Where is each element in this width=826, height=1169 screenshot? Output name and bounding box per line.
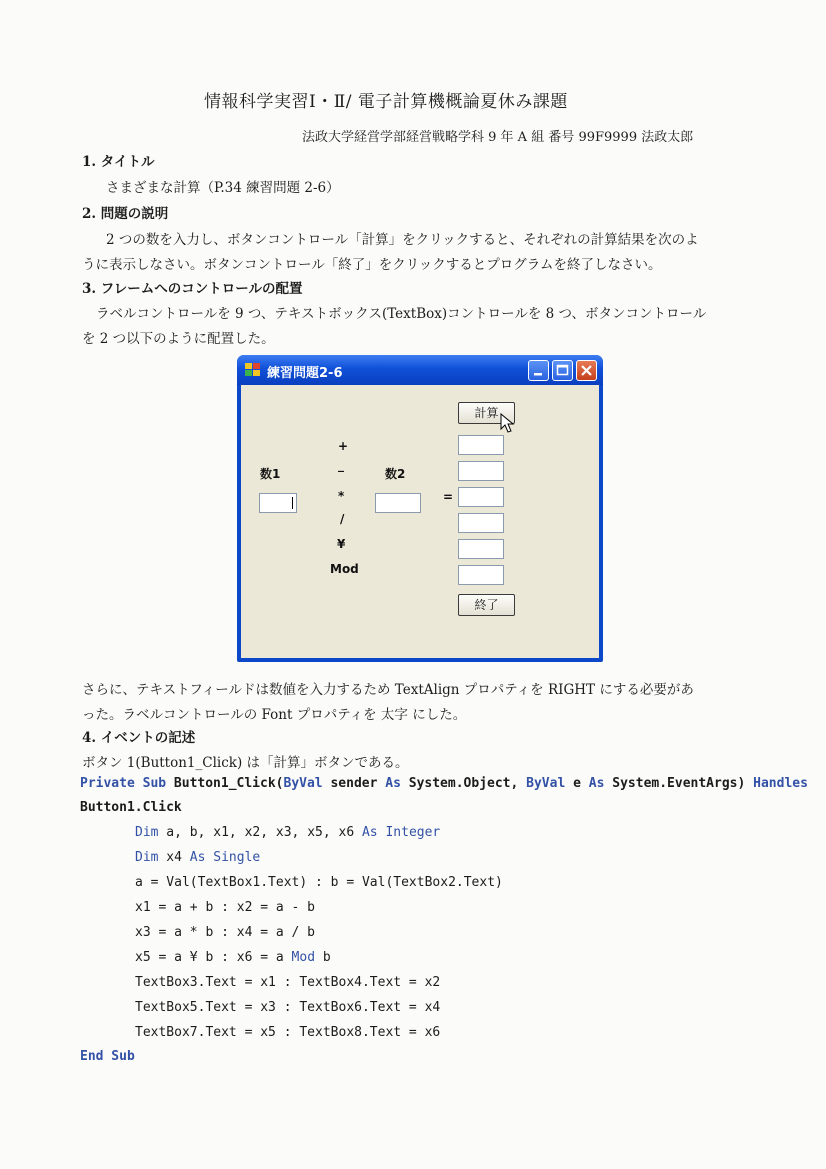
- code-keyword: Dim: [135, 850, 159, 865]
- section-1-heading: 1. タイトル: [82, 154, 155, 170]
- close-button[interactable]: [576, 360, 597, 381]
- close-icon: [577, 361, 596, 380]
- code-keyword: ByVal: [283, 776, 323, 791]
- section-2-line-2: うに表示しなさい。ボタンコントロール「終了」をクリックするとプログラムを終了しなさい。: [82, 257, 662, 273]
- code-line-5: a = Val(TextBox1.Text) : b = Val(TextBox2.Text): [135, 875, 503, 890]
- window-client-area: [241, 385, 599, 658]
- code-line-8: [135, 950, 331, 965]
- equals-label: =: [443, 490, 454, 504]
- code-keyword: Private Sub: [80, 776, 167, 791]
- code-keyword: Dim: [135, 825, 159, 840]
- maximize-icon: [553, 361, 572, 380]
- textalign-note-line-1: さらに、テキストフィールドは数値を入力するため TextAlign プロパティを RIGHT にする必要があ: [82, 682, 694, 698]
- section-1-text: さまざまな計算（P.34 練習問題 2-6）: [106, 180, 340, 196]
- code-keyword: ByVal: [526, 776, 566, 791]
- code-keyword: As Integer: [361, 825, 441, 840]
- code-line-10: TextBox5.Text = x3 : TextBox6.Text = x4: [135, 1000, 441, 1015]
- code-line-3: [135, 825, 440, 840]
- code-keyword: Mod: [291, 950, 316, 965]
- code-text: Button1_Click(: [166, 776, 284, 791]
- section-3-heading: 3. フレームへのコントロールの配置: [82, 281, 303, 297]
- minimize-icon: [529, 361, 548, 380]
- code-text: System.Object,: [400, 776, 527, 791]
- code-line-12: End Sub: [80, 1049, 135, 1064]
- code-line-9: TextBox3.Text = x1 : TextBox4.Text = x2: [135, 975, 441, 990]
- result-textbox-5[interactable]: [458, 539, 504, 559]
- mouse-cursor-icon: [500, 413, 516, 435]
- result-textbox-1[interactable]: [458, 435, 504, 455]
- num1-label: 数1: [260, 467, 281, 481]
- code-keyword: Handles: [753, 776, 808, 791]
- num1-textbox[interactable]: [259, 493, 297, 513]
- form-window-screenshot: [237, 355, 603, 662]
- code-text: System.EventArgs): [604, 776, 754, 791]
- author-line: 法政大学経営学部経営戦略学科 9 年 A 組 番号 99F9999 法政太郎: [302, 130, 694, 145]
- code-text: e: [565, 776, 589, 791]
- code-text: b: [315, 950, 331, 965]
- result-textbox-2[interactable]: [458, 461, 504, 481]
- document-title: 情報科学実習Ⅰ・Ⅱ/ 電子計算機概論夏休み課題: [204, 92, 568, 112]
- calc-button[interactable]: 計算: [458, 402, 515, 424]
- code-keyword: As: [588, 776, 605, 791]
- minus-label: _: [338, 458, 344, 472]
- code-line-7: x3 = a * b : x4 = a / b: [135, 925, 316, 940]
- section-2-heading: 2. 問題の説明: [82, 206, 169, 222]
- code-line-6: x1 = a + b : x2 = a - b: [135, 900, 316, 915]
- num2-textbox[interactable]: [375, 493, 421, 513]
- mod-label: Mod: [330, 562, 359, 576]
- code-text: a, b, x1, x2, x3, x5, x6: [158, 825, 362, 840]
- code-text: x4: [158, 850, 190, 865]
- section-4-text: ボタン 1(Button1_Click) は「計算」ボタンである。: [82, 755, 409, 771]
- section-2-line-1: 2 つの数を入力し、ボタンコントロール「計算」をクリックすると、それぞれの計算結果を次のよ: [106, 232, 699, 248]
- section-3-line-2: を 2 つ以下のように配置した。: [82, 331, 275, 347]
- code-line-1: [80, 776, 808, 791]
- code-keyword: As Single: [189, 850, 261, 865]
- result-textbox-4[interactable]: [458, 513, 504, 533]
- code-keyword: As: [385, 776, 401, 791]
- result-textbox-3[interactable]: [458, 487, 504, 507]
- text-caret: [292, 497, 293, 509]
- code-line-2: Button1.Click: [80, 800, 182, 815]
- result-textbox-6[interactable]: [458, 565, 504, 585]
- plus-label: +: [338, 439, 349, 453]
- section-3-line-1: ラベルコントロールを 9 つ、テキストボックス(TextBox)コントロールを 8 つ、ボタンコントロール: [96, 306, 707, 322]
- code-line-4: [135, 850, 260, 865]
- app-icon: [245, 363, 261, 377]
- divide-label: /: [340, 512, 345, 526]
- yen-label: ¥: [337, 537, 346, 551]
- section-4-heading: 4. イベントの記述: [82, 730, 196, 746]
- num2-label: 数2: [385, 467, 406, 481]
- minimize-button[interactable]: [528, 360, 549, 381]
- multiply-label: *: [338, 489, 345, 503]
- code-text: x5 = a ¥ b : x6 = a: [135, 950, 292, 965]
- maximize-button[interactable]: [552, 360, 573, 381]
- window-title: 練習問題2-6: [267, 366, 343, 381]
- textalign-note-line-2: った。ラベルコントロールの Font プロパティを 太字 にした。: [82, 707, 467, 723]
- code-line-11: TextBox7.Text = x5 : TextBox8.Text = x6: [135, 1025, 441, 1040]
- window-titlebar: [237, 355, 603, 385]
- code-text: sender: [322, 776, 386, 791]
- exit-button[interactable]: 終了: [458, 594, 515, 616]
